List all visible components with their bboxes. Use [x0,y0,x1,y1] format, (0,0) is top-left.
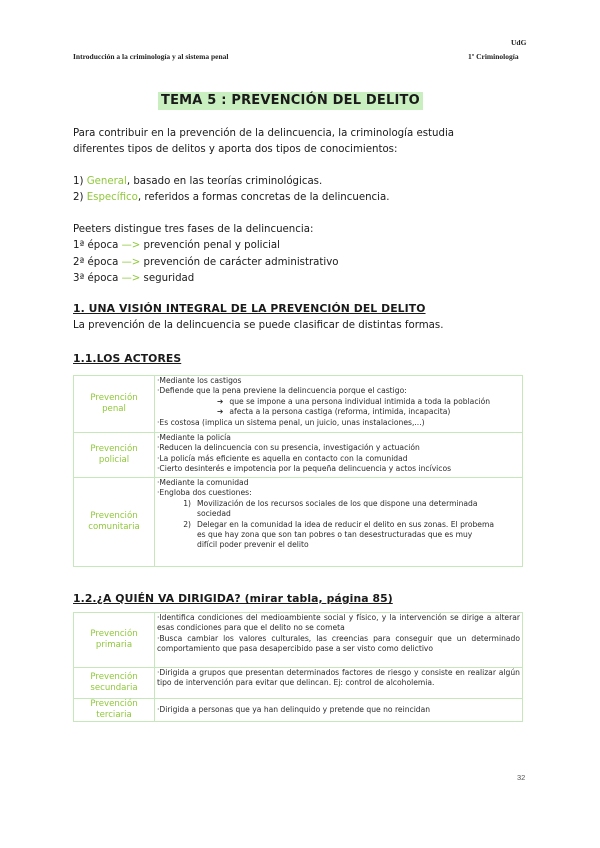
epoch-label: 1ª época [73,240,122,252]
epoch-arrow: —> [121,240,141,252]
row-content [155,613,523,668]
peeters-block [73,222,338,287]
header-course: Introducción a la criminología y al sistema penal [73,52,229,61]
content-line: ·Mediante la comunidad [157,478,249,487]
intro-paragraph [73,126,454,159]
header-year: 1º Criminología [468,52,519,61]
list-number: 2) [183,519,191,529]
content-line: ·Engloba dos cuestiones: [157,488,252,498]
intro-line: diferentes tipos de delitos y aporta dos tipos de conocimientos: [73,144,398,156]
table-row [74,376,523,433]
list-item [73,174,389,190]
epoch-text: prevención de carácter administrativo [140,256,339,268]
epoch-text: seguridad [140,272,195,284]
content-line: ·Dirigida a grupos que presentan determinados factores de riesgo y consiste en realizar algún tipo de intervención para evitar que delincan. Ej: control de alcoholemia. [157,668,520,688]
epoch-arrow: —> [121,272,141,284]
table-row [74,699,523,722]
content-line: ·Busca cambiar los valores culturales, las creencias para conseguir que un determinado comportamiento que pasa desapercibido pase a ser visto como delictivo [157,633,520,654]
content-line: ·La policía más eficiente es aquella en contacto con la comunidad [157,453,408,463]
content-line: difícil poder prevenir el delito [197,540,309,550]
epoch-label: 3ª época [73,272,122,284]
table-row [74,613,523,668]
list-text: , basado en las teorías criminológicas. [126,176,323,187]
content-line: sociedad [197,509,231,519]
list-key: Específico [86,192,138,204]
section-1-1-heading: 1.1.LOS ACTORES [73,352,182,365]
content-text: Delegar en la comunidad la idea de reducir el delito en sus zonas. El probema [197,519,495,529]
content-line: ·Dirigida a personas que ya han delinquido y pretende que no reincidan [157,704,431,714]
content-text: Movilización de los recursos sociales de los que dispone una determinada [197,498,478,508]
row-label: Prevención primaria [74,613,155,668]
list-item [73,190,389,206]
list-number: 2) [73,192,87,204]
content-line: ·Identifica condiciones del medioambiente social y físico, y la intervención se dirige a alterar esas condiciones para que el delito no se cometa [157,613,520,633]
knowledge-list [73,174,389,207]
content-line [157,407,520,417]
row-label: Prevención secundaria [74,668,155,699]
peeters-line: Peeters distingue tres fases de la delincuencia: [73,224,314,235]
row-content [155,699,523,722]
section-1-2-heading: 1.2.¿A QUIÉN VA DIRIGIDA? (mirar tabla, página 85) [73,592,393,605]
bold-right-arrow-icon: ➔ [217,396,224,406]
epoch-item [73,238,338,254]
epoch-text: prevención penal y policial [140,240,280,252]
row-content [155,668,523,699]
table-row [74,478,523,567]
epoch-label: 2ª época [73,256,122,268]
bold-right-arrow-icon: ➔ [217,407,224,417]
content-line: ·Cierto desinterés e impotencia por la pequeña delincuencia y actos incívicos [157,464,452,474]
header-institution: UdG [511,38,527,47]
row-content [155,376,523,433]
section-1-text: La prevención de la delincuencia se puede clasificar de distintas formas. [73,320,444,331]
epoch-item [73,271,338,287]
content-line: ·Mediante los castigos [157,376,242,385]
page-title: TEMA 5 : PREVENCIÓN DEL DELITO [158,92,423,110]
page-number: 32 [517,773,526,782]
row-label: Prevención policial [74,433,155,478]
section-1-heading: 1. UNA VISIÓN INTEGRAL DE LA PREVENCIÓN DEL DELITO [73,302,426,315]
list-text: , referidos a formas concretas de la delincuencia. [137,192,390,204]
epoch-item [73,255,338,271]
row-content [155,433,523,478]
content-line: ·Mediante la policía [157,433,231,442]
list-number: 1) [183,498,191,508]
epoch-arrow: —> [121,256,141,268]
content-line [157,397,520,407]
list-number: 1) [73,176,87,187]
row-content [155,478,523,567]
table-row [74,433,523,478]
row-label: Prevención comunitaria [74,478,155,567]
content-line: es que hay zona que son tan pobres o tan desestructuradas que es muy [197,530,473,540]
content-text: afecta a la persona castiga (reforma, intimida, incapacita) [229,407,451,417]
row-label: Prevención terciaria [74,699,155,722]
content-line: ·Defiende que la pena previene la delincuencia porque el castigo: [157,386,407,396]
content-line [157,520,520,530]
table-row [74,668,523,699]
content-text: que se impone a una persona individual intimida a toda la población [229,396,491,406]
target-table [73,612,523,722]
intro-line: Para contribuir en la prevención de la delincuencia, la criminología estudia [73,128,455,139]
list-key: General [86,176,127,187]
content-line [157,499,520,509]
content-line: ·Reducen la delincuencia con su presencia, investigación y actuación [157,443,420,453]
actors-table [73,375,523,567]
content-line: ·Es costosa (implica un sistema penal, un juicio, unas instalaciones,...) [157,417,425,427]
row-label: Prevención penal [74,376,155,433]
